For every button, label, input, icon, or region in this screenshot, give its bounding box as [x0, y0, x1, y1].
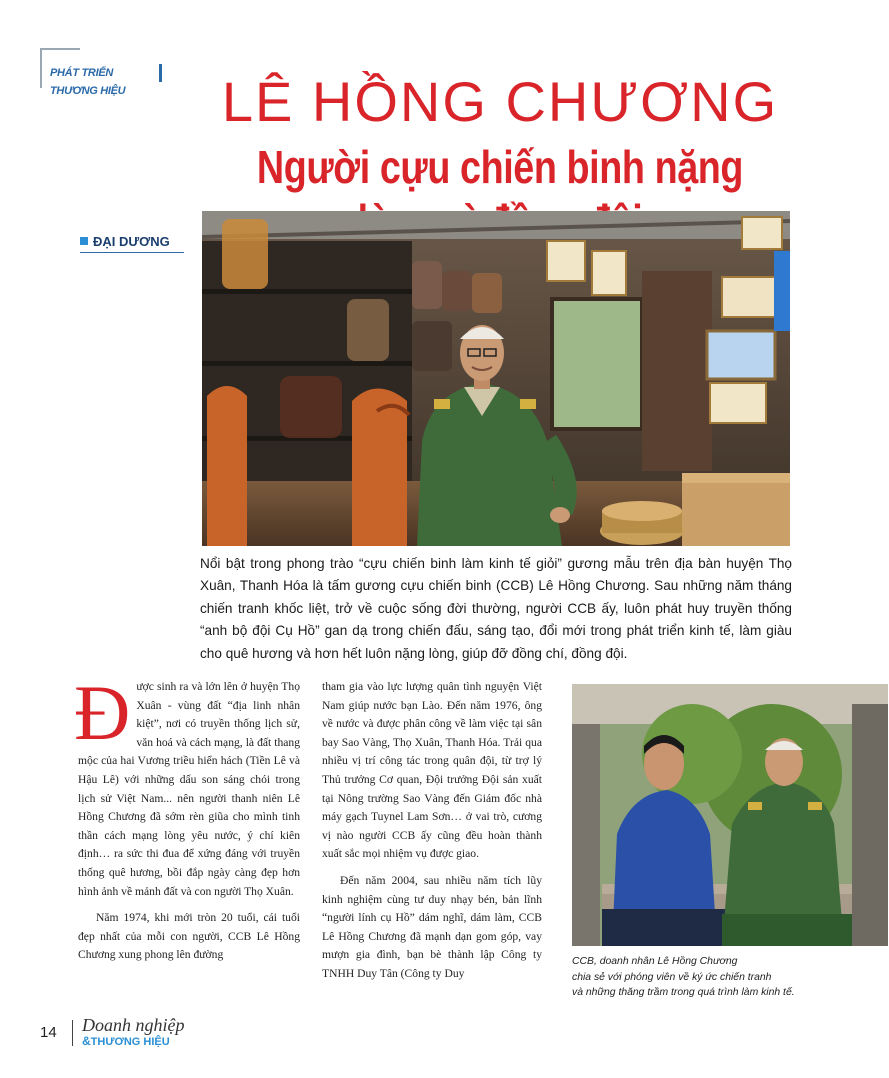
body-column-2 [322, 678, 542, 992]
caption-line-3: và những thăng trầm trong quá trình làm kinh tế. [572, 987, 795, 998]
brand-line-1: Doanh nghiệp [82, 1015, 185, 1035]
caption-line-1: CCB, doanh nhân Lê Hồng Chương [572, 956, 738, 967]
footer-divider [72, 1020, 73, 1046]
article-name-title: LÊ HỒNG CHƯƠNG [221, 70, 779, 133]
side-photo [572, 684, 888, 946]
brand-ampersand: & [82, 1034, 91, 1048]
magazine-brand-logo [82, 1016, 185, 1048]
body-column-1 [74, 669, 300, 973]
article-sub-title: Người cựu chiến binh nặng [256, 141, 744, 193]
body-paragraph-1-text: ược sinh ra và lớn lên ở huyện Thọ Xuân - vùng đất “địa linh nhân kiệt”, nơi có truyền thống lịch sử, văn hoá và cách mạng, là đất thang mộc của hai Vương triều hiển hách (Tiền Lê và Hậu Lê) với những dấu son sáng chói trong lịch sử Việt Nam... nên người thanh niên Lê Hồng Chương đã sớm rèn giũa cho mình tinh thần cách mạng lòng yêu nước, ý chí kiên định… ra sức thi đua để xứng đáng với truyền thống quê hương, bồi đắp ngày càng đẹp hơn hình ảnh về mảnh đất và con người Thọ Xuân. [78, 680, 300, 898]
main-photo [202, 211, 790, 546]
photo-caption [572, 954, 884, 1001]
main-photo-illustration [202, 211, 790, 546]
body-paragraph-4: Đến năm 2004, sau nhiều năm tích lũy kinh nghiệm cùng tư duy nhạy bén, bản lĩnh “người lính cụ Hồ” dám nghĩ, dám làm, CCB Lê Hồng Chương đã mạnh dạn gom góp, vay mượn gia đình, bạn bè thành lập Công ty TNHH Duy Tân (Công ty Duy [322, 873, 542, 980]
drop-cap: Đ [74, 669, 131, 756]
byline-square-icon [80, 237, 88, 245]
brand-line-2 [82, 1035, 185, 1048]
author-name: ĐẠI DƯƠNG [93, 234, 170, 249]
section-tag [40, 48, 162, 97]
caption-line-2: chia sẻ với phóng viên về ký ức chiến tranh [572, 971, 772, 983]
section-label: PHÁT TRIỂN THƯƠNG HIỆU [46, 64, 162, 82]
body-paragraph-1 [74, 669, 300, 901]
body-paragraph-2: Năm 1974, khi mới tròn 20 tuổi, cái tuổi đẹp nhất của mỗi con người, CCB Lê Hồng Chương xung phong lên đường [78, 911, 300, 962]
brand-line-2-text: THƯƠNG HIỆU [90, 1036, 170, 1048]
byline [80, 234, 184, 253]
body-paragraph-3: tham gia vào lực lượng quân tình nguyện Việt Nam giúp nước bạn Lào. Đến năm 1976, ông về nước và được phân công về làm việc tại sân bay Sao Vàng, Thọ Xuân, Thanh Hóa. Trải qua nhiều vị trí công tác trong quân đội, từ trợ lý Thủ trưởng Cơ quan, Đội trưởng Đội sản xuất tại Nông trường Sao Vàng đến Giám đốc nhà máy gạch Tuynel Lam Sơn… ở vai trò, cương vị nào người CCB ấy cũng đều hoàn thành xuất sắc mọi nhiệm vụ được giao. [322, 680, 542, 861]
side-photo-illustration [572, 684, 888, 946]
page-number: 14 [40, 1024, 57, 1041]
lead-paragraph: Nổi bật trong phong trào “cựu chiến binh làm kinh tế giỏi” gương mẫu trên địa bàn huyện Thọ Xuân, Thanh Hóa là tấm gương cựu chiến binh (CCB) Lê Hồng Chương. Sau những năm tháng chiến tranh khốc liệt, trở về cuộc sống đời thường, người CCB ấy, luôn phát huy truyền thống “anh bộ đội Cụ Hồ” gan dạ trong chiến đấu, sáng tạo, đổi mới trong phát triển kinh tế, làm giàu cho quê hương và hơn hết luôn nặng lòng, giúp đỡ đồng chí, đồng đội. [200, 556, 792, 661]
